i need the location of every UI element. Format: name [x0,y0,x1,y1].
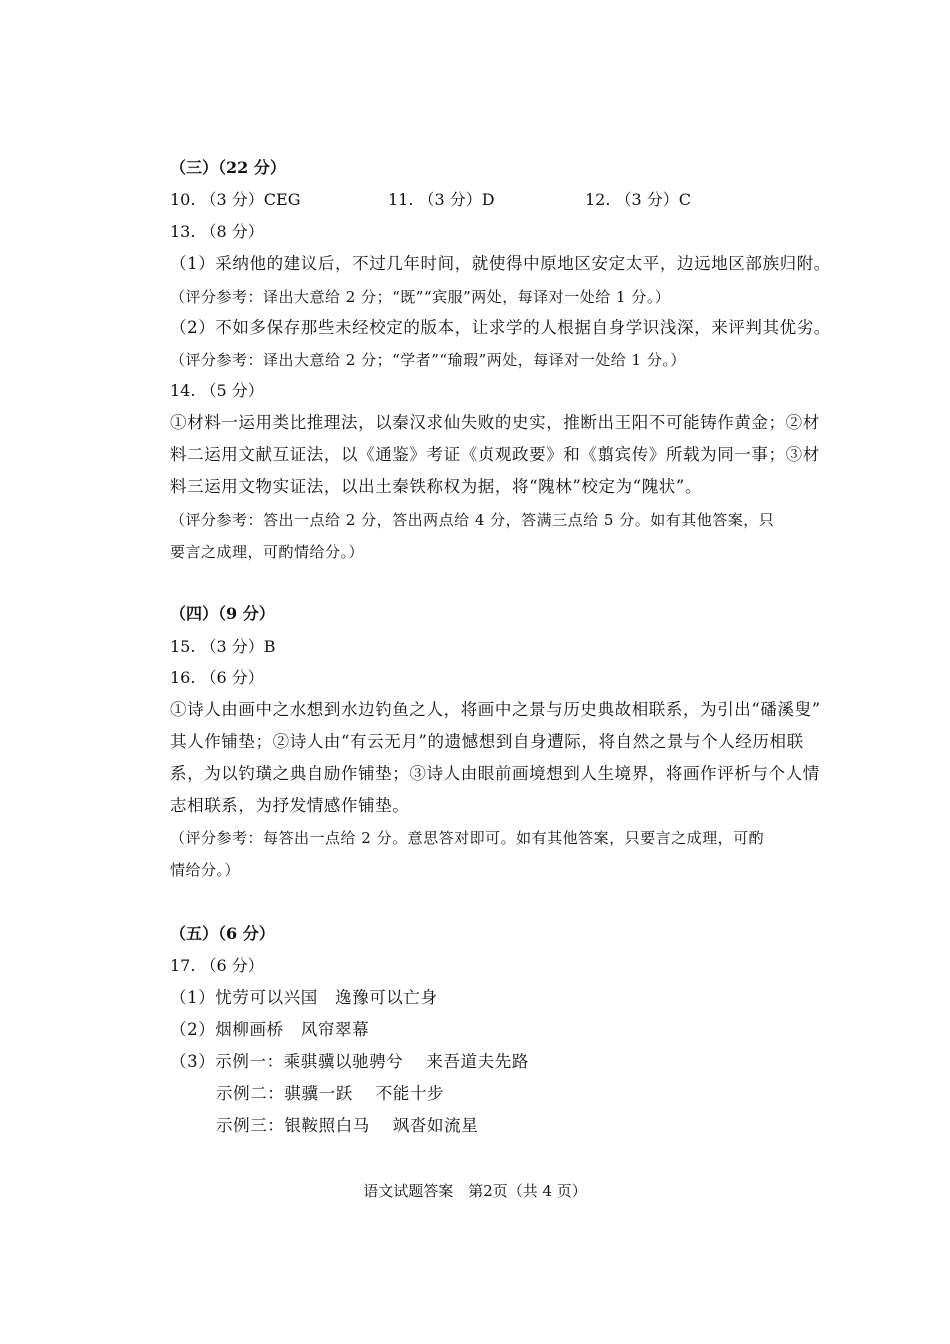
q13-note-2: （评分参考：译出大意给 2 分；“学者”“瑜瑕”两处，每译对一处给 1 分。） [170,351,686,369]
q16-note-1: （评分参考：每答出一点给 2 分。意思答对即可。如有其他答案，只要言之成理，可酌 [170,829,765,847]
q15-answer: 15. （3 分）B [170,637,276,656]
q17-answer-1: （1）忧劳可以兴国 逸豫可以亡身 [170,988,438,1007]
q16-line-2: 其人作铺垫；②诗人由“有云无月”的遗憾想到自身遭际，将自然之景与个人经历相联 [170,732,804,751]
q13-answer-1: （1）采纳他的建议后，不过几年时间，就使得中原地区安定太平，边远地区部族归附。 [170,254,831,273]
page-footer: 语文试题答案 第2页（共 4 页） [363,1182,587,1200]
q17-answer-3: （3）示例一：乘骐骥以驰骋兮 来吾道夫先路 [170,1052,529,1071]
q14-note-2: 要言之成理，可酌情给分。） [170,543,365,561]
section-5-header: （五）（6 分） [170,924,275,943]
q10-answer: 10. （3 分）CEG [170,190,301,209]
q16-note-2: 情给分。） [170,861,241,879]
q17-title: 17. （6 分） [170,956,264,975]
q16-title: 16. （6 分） [170,668,264,687]
q14-note-1: （评分参考：答出一点给 2 分，答出两点给 4 分，答满三点给 5 分。如有其他答案，只 [170,511,775,529]
q14-title: 14. （5 分） [170,381,264,400]
q14-line-2: 料二运用文献互证法，以《通鉴》考证《贞观政要》和《翦宾传》所载为同一事；③材 [170,445,820,464]
q14-line-1: ①材料一运用类比推理法，以秦汉求仙失败的史实，推断出王阳不可能铸作黄金；②材 [170,413,820,432]
q16-line-1: ①诗人由画中之水想到水边钓鱼之人，将画中之景与历史典故相联系，为引出“磻溪叟” [170,700,821,719]
section-4-header: （四）（9 分） [170,604,275,623]
q11-answer: 11. （3 分）D [388,190,495,209]
section-3-header: （三）（22 分） [170,158,286,177]
q17-example-3: 示例三：银鞍照白马 飒沓如流星 [216,1116,479,1135]
q13-note-1: （评分参考：译出大意给 2 分；“既”“宾服”两处，每译对一处给 1 分。） [170,288,671,306]
q16-line-3: 系，为以钓璜之典自励作铺垫；③诗人由眼前画境想到人生境界，将画作评析与个人情 [170,764,820,783]
q17-example-2: 示例二：骐骥一跃 不能十步 [216,1084,445,1103]
q13-answer-2: （2）不如多保存那些未经校定的版本，让求学的人根据自身学识浅深，来评判其优劣。 [170,318,831,337]
q17-answer-2: （2）烟柳画桥 风帘翠幕 [170,1020,370,1039]
q12-answer: 12. （3 分）C [585,190,692,209]
q13-title: 13. （8 分） [170,222,264,241]
q14-line-3: 料三运用文物实证法，以出土秦铁称权为据，将“隗林”校定为“隗状”。 [170,477,703,496]
q16-line-4: 志相联系，为抒发情感作铺垫。 [170,796,410,815]
